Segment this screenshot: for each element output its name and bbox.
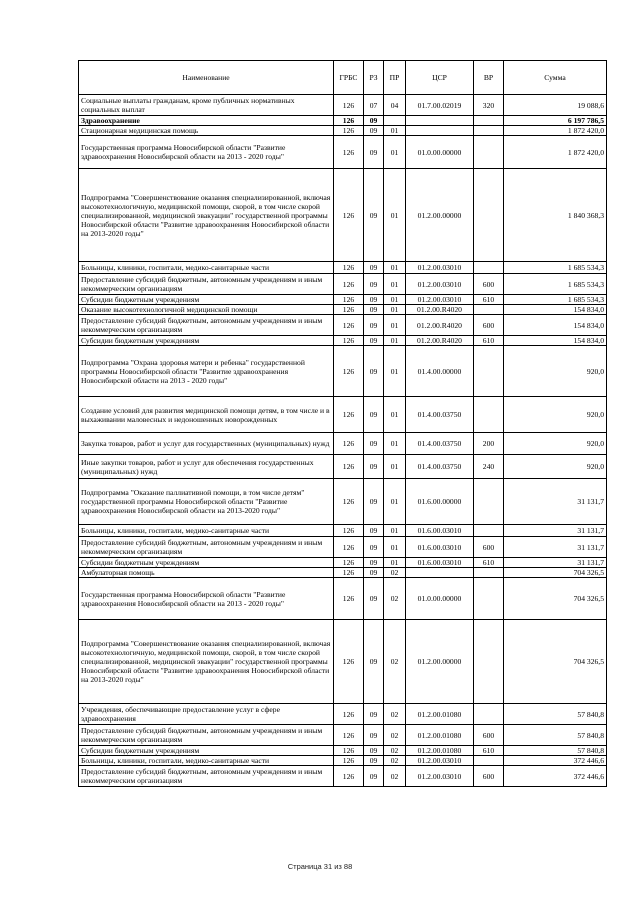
cell-pr: 01: [384, 479, 406, 525]
cell-sum: 154 834,0: [504, 336, 607, 346]
cell-grbs: 126: [334, 169, 364, 262]
header-name: Наименование: [79, 61, 334, 95]
cell-rz: 09: [364, 704, 384, 725]
cell-vr: [474, 136, 504, 169]
cell-csr: 01.2.00.01080: [406, 746, 474, 756]
cell-sum: 31 131,7: [504, 558, 607, 568]
cell-rz: 09: [364, 126, 384, 136]
cell-vr: 600: [474, 274, 504, 295]
cell-sum: 704 326,5: [504, 620, 607, 704]
table-row: [79, 537, 607, 558]
cell-name: Больницы, клиники, госпитали, медико-санитарные части: [79, 262, 334, 274]
cell-vr: 610: [474, 336, 504, 346]
table-row: [79, 169, 607, 262]
cell-pr: 01: [384, 305, 406, 315]
cell-sum: 704 326,5: [504, 578, 607, 620]
table-body: [79, 95, 607, 787]
cell-csr: 01.2.00.03010: [406, 295, 474, 305]
cell-csr: 01.4.00.03750: [406, 397, 474, 433]
table-row: [79, 433, 607, 455]
cell-rz: 09: [364, 537, 384, 558]
cell-name: Предоставление субсидий бюджетным, автономным учреждениям и иным некоммерческим организациям: [79, 315, 334, 336]
cell-grbs: 126: [334, 568, 364, 578]
cell-csr: 01.2.00.01080: [406, 725, 474, 746]
cell-sum: 1 685 534,3: [504, 274, 607, 295]
cell-vr: [474, 126, 504, 136]
table-row: [79, 116, 607, 126]
cell-grbs: 126: [334, 346, 364, 397]
cell-rz: 09: [364, 455, 384, 479]
cell-sum: 154 834,0: [504, 315, 607, 336]
cell-csr: 01.6.00.00000: [406, 479, 474, 525]
cell-pr: 02: [384, 725, 406, 746]
cell-rz: 09: [364, 397, 384, 433]
cell-rz: 09: [364, 620, 384, 704]
cell-pr: 01: [384, 136, 406, 169]
cell-grbs: 126: [334, 620, 364, 704]
cell-csr: [406, 126, 474, 136]
table-row: [79, 136, 607, 169]
cell-grbs: 126: [334, 95, 364, 116]
cell-sum: 31 131,7: [504, 537, 607, 558]
budget-table: [78, 60, 607, 787]
table-row: [79, 568, 607, 578]
cell-grbs: 126: [334, 756, 364, 766]
cell-grbs: 126: [334, 116, 364, 126]
cell-name: Подпрограмма "Совершенствование оказания специализированной, включая высокотехнологичную, медицинской помощи, скорой, в том числе скорой специализированной, медицинской эвакуации" государственной программы Новосибирской области "Развитие здравоохранения Новосибирской области на 2013-2020 годы": [79, 620, 334, 704]
cell-grbs: 126: [334, 578, 364, 620]
page-number: Страница 31 из 88: [287, 862, 353, 871]
cell-vr: 610: [474, 746, 504, 756]
cell-vr: 610: [474, 558, 504, 568]
table-row: [79, 397, 607, 433]
cell-grbs: 126: [334, 315, 364, 336]
header-csr: ЦСР: [406, 61, 474, 95]
cell-grbs: 126: [334, 455, 364, 479]
cell-name: Закупка товаров, работ и услуг для государственных (муниципальных) нужд: [79, 433, 334, 455]
cell-csr: 01.2.00.03010: [406, 262, 474, 274]
table-row: [79, 620, 607, 704]
cell-csr: 01.4.00.03750: [406, 455, 474, 479]
cell-rz: 09: [364, 336, 384, 346]
cell-grbs: 126: [334, 766, 364, 787]
cell-pr: 01: [384, 336, 406, 346]
header-pr: ПР: [384, 61, 406, 95]
cell-csr: 01.2.00.03010: [406, 766, 474, 787]
cell-name: Субсидии бюджетным учреждениям: [79, 558, 334, 568]
header-rz: РЗ: [364, 61, 384, 95]
cell-vr: 600: [474, 315, 504, 336]
cell-pr: 04: [384, 95, 406, 116]
cell-rz: 09: [364, 136, 384, 169]
cell-csr: 01.2.00.R4020: [406, 315, 474, 336]
cell-name: Здравоохранение: [79, 116, 334, 126]
cell-rz: 09: [364, 578, 384, 620]
cell-pr: 01: [384, 315, 406, 336]
cell-name: Субсидии бюджетным учреждениям: [79, 746, 334, 756]
cell-vr: [474, 704, 504, 725]
table-row: [79, 558, 607, 568]
cell-grbs: 126: [334, 336, 364, 346]
table-row: [79, 346, 607, 397]
cell-sum: 1 840 368,3: [504, 169, 607, 262]
cell-rz: 09: [364, 315, 384, 336]
cell-rz: 09: [364, 756, 384, 766]
cell-vr: [474, 305, 504, 315]
cell-name: Государственная программа Новосибирской области "Развитие здравоохранения Новосибирской области на 2013 - 2020 годы": [79, 578, 334, 620]
cell-vr: [474, 479, 504, 525]
table-row: [79, 274, 607, 295]
cell-grbs: 126: [334, 274, 364, 295]
header-vr: ВР: [474, 61, 504, 95]
cell-pr: 01: [384, 525, 406, 537]
cell-pr: 01: [384, 397, 406, 433]
cell-sum: 1 872 420,0: [504, 136, 607, 169]
cell-pr: 01: [384, 274, 406, 295]
table-row: [79, 746, 607, 756]
cell-rz: 09: [364, 725, 384, 746]
cell-pr: 02: [384, 746, 406, 756]
cell-name: Предоставление субсидий бюджетным, автономным учреждениям и иным некоммерческим организациям: [79, 274, 334, 295]
cell-name: Подпрограмма "Совершенствование оказания специализированной, включая высокотехнологичную, медицинской помощи, скорой, в том числе скорой специализированной, медицинской эвакуации" государственной программы Новосибирской области "Развитие здравоохранения Новосибирской области на 2013-2020 годы": [79, 169, 334, 262]
cell-pr: 01: [384, 558, 406, 568]
cell-grbs: 126: [334, 537, 364, 558]
cell-vr: 240: [474, 455, 504, 479]
cell-sum: 920,0: [504, 346, 607, 397]
cell-vr: [474, 568, 504, 578]
cell-csr: 01.4.00.00000: [406, 346, 474, 397]
cell-vr: [474, 346, 504, 397]
cell-pr: 01: [384, 537, 406, 558]
cell-vr: [474, 262, 504, 274]
cell-name: Социальные выплаты гражданам, кроме публичных нормативных социальных выплат: [79, 95, 334, 116]
cell-csr: 01.6.00.03010: [406, 525, 474, 537]
cell-sum: 57 840,8: [504, 746, 607, 756]
cell-sum: 704 326,5: [504, 568, 607, 578]
cell-csr: [406, 116, 474, 126]
table-row: [79, 578, 607, 620]
cell-grbs: 126: [334, 136, 364, 169]
cell-grbs: 126: [334, 262, 364, 274]
cell-rz: 09: [364, 433, 384, 455]
cell-csr: 01.7.00.02019: [406, 95, 474, 116]
cell-rz: 09: [364, 169, 384, 262]
cell-name: Стационарная медицинская помощь: [79, 126, 334, 136]
cell-name: Предоставление субсидий бюджетным, автономным учреждениям и иным некоммерческим организациям: [79, 537, 334, 558]
table-row: [79, 725, 607, 746]
cell-name: Амбулаторная помощь: [79, 568, 334, 578]
cell-pr: 01: [384, 433, 406, 455]
cell-csr: 01.0.00.00000: [406, 578, 474, 620]
table-row: [79, 455, 607, 479]
cell-sum: 154 834,0: [504, 305, 607, 315]
cell-grbs: 126: [334, 525, 364, 537]
cell-pr: [384, 116, 406, 126]
cell-rz: 09: [364, 274, 384, 295]
cell-pr: 01: [384, 126, 406, 136]
cell-rz: 09: [364, 262, 384, 274]
cell-name: Больницы, клиники, госпитали, медико-санитарные части: [79, 756, 334, 766]
cell-sum: 920,0: [504, 433, 607, 455]
table-row: [79, 704, 607, 725]
cell-csr: 01.6.00.03010: [406, 537, 474, 558]
cell-name: Субсидии бюджетным учреждениям: [79, 336, 334, 346]
cell-name: Подпрограмма "Оказание паллиативной помощи, в том числе детям" государственной программы Новосибирской области "Развитие здравоохранения Новосибирской области на 2013-2020 годы": [79, 479, 334, 525]
cell-rz: 09: [364, 295, 384, 305]
cell-pr: 02: [384, 756, 406, 766]
table-row: [79, 305, 607, 315]
cell-name: Оказание высокотехнологичной медицинской помощи: [79, 305, 334, 315]
cell-rz: 09: [364, 525, 384, 537]
table-row: [79, 262, 607, 274]
cell-csr: 01.2.00.03010: [406, 756, 474, 766]
table-row: [79, 766, 607, 787]
cell-csr: 01.2.00.R4020: [406, 305, 474, 315]
cell-sum: 920,0: [504, 397, 607, 433]
cell-csr: 01.4.00.03750: [406, 433, 474, 455]
table-row: [79, 336, 607, 346]
cell-pr: 01: [384, 346, 406, 397]
table-row: [79, 126, 607, 136]
cell-name: Субсидии бюджетным учреждениям: [79, 295, 334, 305]
cell-vr: 600: [474, 766, 504, 787]
cell-csr: 01.2.00.01080: [406, 704, 474, 725]
cell-grbs: 126: [334, 433, 364, 455]
cell-pr: 02: [384, 620, 406, 704]
cell-name: Учреждения, обеспечивающие предоставление услуг в сфере здравоохранения: [79, 704, 334, 725]
cell-vr: [474, 525, 504, 537]
table-row: [79, 95, 607, 116]
cell-csr: [406, 568, 474, 578]
cell-grbs: 126: [334, 479, 364, 525]
cell-sum: 372 446,6: [504, 756, 607, 766]
cell-sum: 1 685 534,3: [504, 262, 607, 274]
cell-pr: 01: [384, 169, 406, 262]
cell-name: Государственная программа Новосибирской области "Развитие здравоохранения Новосибирской области на 2013 - 2020 годы": [79, 136, 334, 169]
cell-vr: 320: [474, 95, 504, 116]
cell-sum: 31 131,7: [504, 479, 607, 525]
cell-sum: 31 131,7: [504, 525, 607, 537]
cell-name: Подпрограмма "Охрана здоровья матери и ребенка" государственной программы Новосибирской области "Развитие здравоохранения Новосибирской области на 2013 - 2020 годы": [79, 346, 334, 397]
table-row: [79, 295, 607, 305]
cell-name: Иные закупки товаров, работ и услуг для обеспечения государственных (муниципальных) нужд: [79, 455, 334, 479]
cell-vr: 200: [474, 433, 504, 455]
cell-csr: 01.0.00.00000: [406, 136, 474, 169]
cell-sum: 1 872 420,0: [504, 126, 607, 136]
cell-vr: 600: [474, 725, 504, 746]
cell-rz: 09: [364, 116, 384, 126]
cell-sum: 920,0: [504, 455, 607, 479]
cell-name: Создание условий для развития медицинской помощи детям, в том числе и в выхаживании маловесных и недоношенных новорожденных: [79, 397, 334, 433]
table-row: [79, 525, 607, 537]
cell-vr: [474, 756, 504, 766]
cell-pr: 01: [384, 262, 406, 274]
cell-name: Предоставление субсидий бюджетным, автономным учреждениям и иным некоммерческим организациям: [79, 725, 334, 746]
cell-csr: 01.2.00.00000: [406, 620, 474, 704]
cell-vr: [474, 397, 504, 433]
cell-pr: 01: [384, 455, 406, 479]
cell-pr: 02: [384, 704, 406, 725]
cell-sum: 372 446,6: [504, 766, 607, 787]
cell-vr: [474, 116, 504, 126]
cell-vr: 610: [474, 295, 504, 305]
cell-rz: 07: [364, 95, 384, 116]
cell-rz: 09: [364, 746, 384, 756]
cell-grbs: 126: [334, 305, 364, 315]
table-row: [79, 315, 607, 336]
cell-vr: [474, 169, 504, 262]
cell-pr: 02: [384, 578, 406, 620]
cell-sum: 19 088,6: [504, 95, 607, 116]
cell-sum: 6 197 786,5: [504, 116, 607, 126]
cell-grbs: 126: [334, 126, 364, 136]
cell-grbs: 126: [334, 397, 364, 433]
table-header-row: [79, 61, 607, 95]
cell-grbs: 126: [334, 558, 364, 568]
cell-rz: 09: [364, 305, 384, 315]
cell-vr: [474, 578, 504, 620]
cell-rz: 09: [364, 766, 384, 787]
cell-grbs: 126: [334, 704, 364, 725]
cell-pr: 01: [384, 295, 406, 305]
cell-sum: 1 685 534,3: [504, 295, 607, 305]
cell-pr: 02: [384, 568, 406, 578]
cell-name: Больницы, клиники, госпитали, медико-санитарные части: [79, 525, 334, 537]
cell-grbs: 126: [334, 295, 364, 305]
cell-vr: [474, 620, 504, 704]
cell-csr: 01.2.00.00000: [406, 169, 474, 262]
cell-rz: 09: [364, 568, 384, 578]
header-grbs: ГРБС: [334, 61, 364, 95]
cell-csr: 01.6.00.03010: [406, 558, 474, 568]
cell-sum: 57 840,8: [504, 725, 607, 746]
cell-csr: 01.2.00.R4020: [406, 336, 474, 346]
header-sum: Сумма: [504, 61, 607, 95]
cell-grbs: 126: [334, 746, 364, 756]
cell-pr: 02: [384, 766, 406, 787]
cell-rz: 09: [364, 558, 384, 568]
cell-rz: 09: [364, 479, 384, 525]
cell-csr: 01.2.00.03010: [406, 274, 474, 295]
cell-vr: 600: [474, 537, 504, 558]
cell-sum: 57 840,8: [504, 704, 607, 725]
table-row: [79, 756, 607, 766]
table-row: [79, 479, 607, 525]
cell-grbs: 126: [334, 725, 364, 746]
cell-name: Предоставление субсидий бюджетным, автономным учреждениям и иным некоммерческим организациям: [79, 766, 334, 787]
cell-rz: 09: [364, 346, 384, 397]
